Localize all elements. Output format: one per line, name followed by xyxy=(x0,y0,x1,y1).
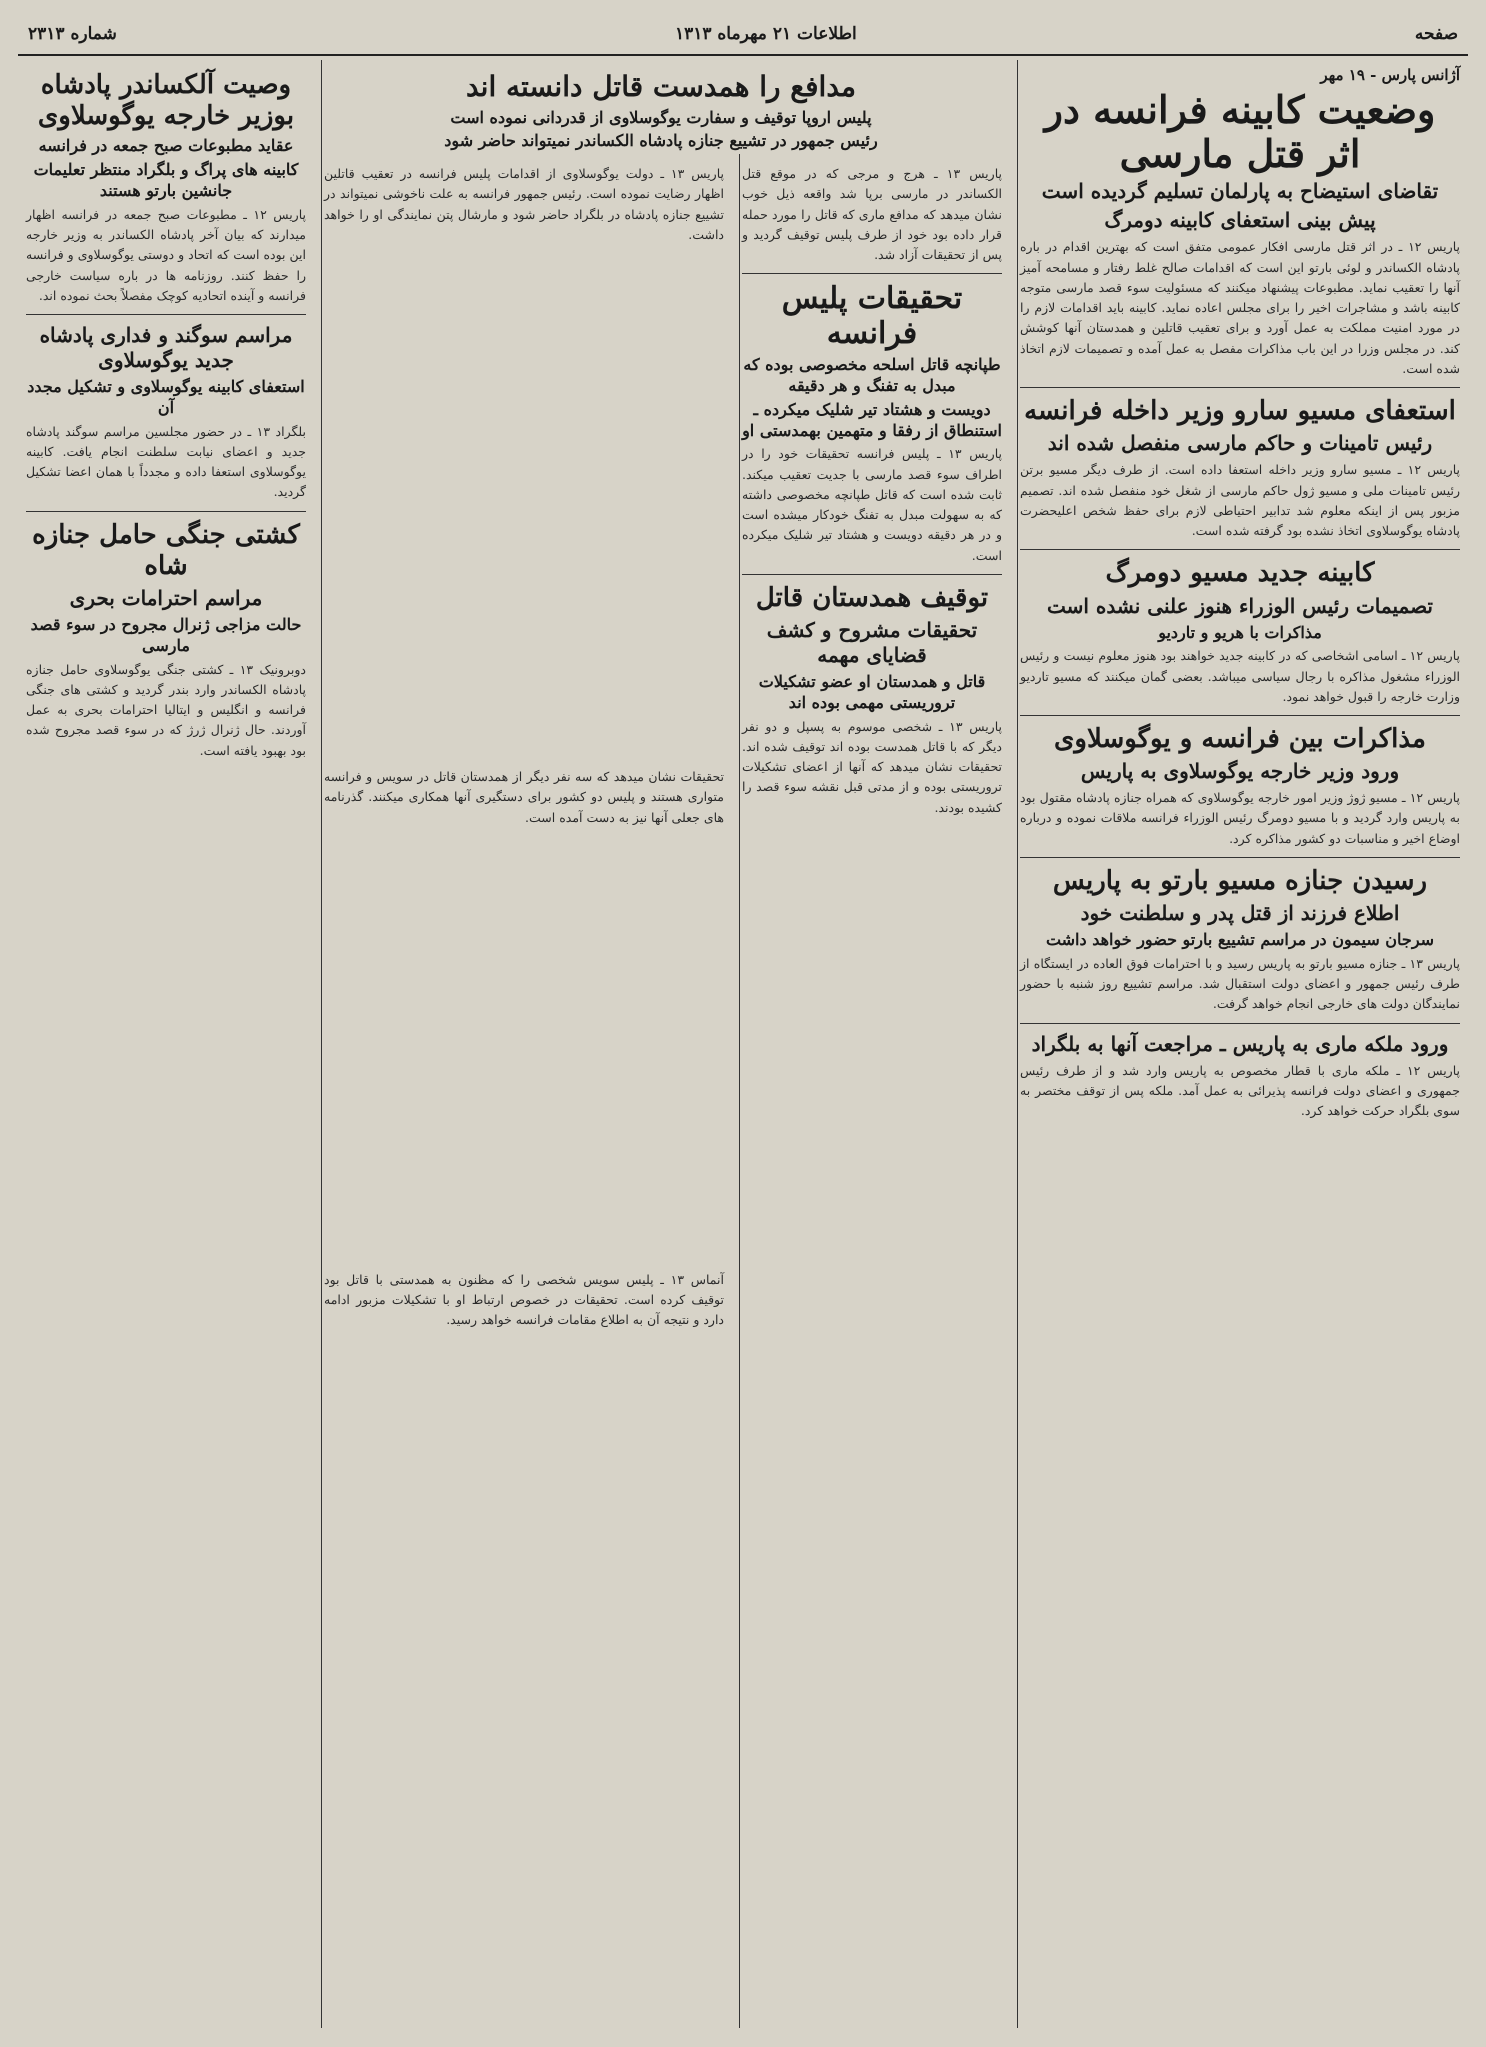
article-subhead: ورود وزیر خارجه یوگوسلاوی به پاریس xyxy=(1080,759,1400,784)
article-body: پاریس ۱۲ ـ مسیو سارو وزیر داخله استعفا داده است. از طرف دیگر مسیو برتن رئیس تامینات ملی و مسیو ژول حاکم مارسی از شغل خود منفصل شده اند. تصمیم مزبور پس از اینکه معلوم شد تدابیر احتیاطی لازم برای حفظ شخص اعلیحضرت پادشاه یوگوسلاوی اتخاذ نشده بود گرفته شده است. xyxy=(1020,462,1461,539)
article-headline-oath: مراسم سوگند و فداری پادشاه جدید یوگوسلاوی xyxy=(39,323,293,373)
article-subhead: تحقیقات مشروح و کشف قضایای مهمه xyxy=(766,618,978,668)
divider xyxy=(1020,857,1460,858)
article-subhead: پیش بینی استعفای کابینه دومرگ xyxy=(1104,208,1376,233)
article-body: پاریس ۱۳ ـ هرج و مرجی که در موقع قتل الکساندر در مارسی برپا شد واقعه ذیل خوب نشان میدهد که مدافع ماری که قاتل را مورد حمله قرار داده بود خود از طرف پلیس توقیف گردید و پس از تحقیقات آزاد شد. xyxy=(742,166,1002,262)
article-body: تحقیقات نشان میدهد که سه نفر دیگر از همدستان قاتل در سویس و فرانسه متواری هستند و پلیس دو کشور برای دستگیری آنها همکاری میکنند. گذرنامه های جعلی آنها نیز به دست آمده است. xyxy=(324,769,724,825)
article-subhead: دویست و هشتاد تیر شلیک میکرده ـ استنطاق از رفقا و متهمین بهمدستی او xyxy=(742,399,1002,440)
article-body: پاریس ۱۲ ـ اسامی اشخاصی که در کابینه جدید خواهند بود هنوز معلوم نیست و رئیس الوزراء مشغول مذاکره با رجال سیاسی میباشد. بعضی گمان میکنند که مسیو تاردیو وزارت خارجه را قبول خواهد نمود. xyxy=(1020,648,1460,704)
issue-number: شماره ۲۳۱۳ xyxy=(28,24,117,44)
article-body: پاریس ۱۲ ـ مسیو ژوژ وزیر امور خارجه یوگوسلاوی که همراه جنازه پادشاه مقتول بود به پاریس وارد گردید و با مسیو دومرگ رئیس الوزراء فرانسه ملاقات نموده و درباره اوضاع اخیر و مناسبات دو کشور مذاکره کرد. xyxy=(1020,790,1461,846)
article-subhead: قاتل و همدستان او عضو تشکیلات تروریستی مهمی بوده اند xyxy=(758,672,986,712)
divider xyxy=(742,574,1002,575)
masthead xyxy=(18,14,1468,56)
article-subhead: مراسم احترامات بحری xyxy=(69,585,263,610)
article-subhead: استعفای کابینه یوگوسلاوی و تشکیل مجدد آن xyxy=(27,377,305,417)
article-body: دوبرونیک ۱۳ ـ کشتی جنگی یوگوسلاوی حامل جنازه پادشاه الکساندر وارد بندر گردید و کشتی های جنگی فرانسه و انگلیس و ایتالیا احترامات بحری به عمل آوردند. حال ژنرال ژرژ که در سوء قصد مجروح شده بود بهبود یافته است. xyxy=(26,661,306,758)
article-body: پاریس ۱۳ ـ جنازه مسیو بارتو به پاریس رسید و با احترامات فوق العاده در ایستگاه از طرف رئیس جمهور و اعضای دولت استقبال شد. مراسم تشییع روز شنبه با حضور نمایندگان دولت های خارجی انجام خواهد گرفت. xyxy=(1020,955,1460,1012)
article-headline-sarraut: استعفای مسیو سارو وزیر داخله فرانسه xyxy=(1024,396,1456,427)
issue-date: اطلاعات ۲۱ مهرماه ۱۳۱۳ xyxy=(674,24,857,44)
article-body: پاریس ۱۲ ـ ملکه ماری با قطار مخصوص به پاریس وارد شد و از طرف رئیس جمهوری و اعضای دولت فرانسه پذیرائی به عمل آمد. ملکه پس از توقف مختصر به سوی بلگراد حرکت خواهد کرد. xyxy=(1020,1062,1460,1119)
article-body: پاریس ۱۲ ـ مطبوعات صبح جمعه در فرانسه اظهار میدارند که بیان آخر پادشاه الکساندر به وزیر خارجه این بوده است که اتحاد و دوستی یوگوسلاوی و فرانسه را حفظ کنند. روزنامه ها در باره سیاست خارجی فرانسه و آینده اتحادیه کوچک مفصلاً بحث نموده اند. xyxy=(26,206,307,303)
article-subhead: تصمیمات رئیس الوزراء هنوز علنی نشده است xyxy=(1047,593,1433,618)
column-4 xyxy=(18,64,314,2028)
newspaper-page xyxy=(18,14,1468,2034)
divider xyxy=(1020,715,1460,716)
article-body: آنماس ۱۳ ـ پلیس سویس شخصی را که مظنون به همدستی با قاتل بود توقیف کرده است. تحقیقات در خصوص ارتباط او با تشکیلات مزبور ادامه دارد و نتیجه آن به اطلاع مقامات فرانسه خواهد رسید. xyxy=(324,1271,724,1328)
article-subhead: پلیس اروپا توقیف و سفارت یوگوسلاوی از قدردانی نموده است xyxy=(450,107,872,127)
article-subhead: کابینه های پراگ و بلگراد منتظر تعلیمات جانشین بارتو هستند xyxy=(33,160,299,200)
article-subhead: حالت مزاجی ژنرال مجروح در سوء قصد مارسی xyxy=(30,614,302,655)
article-body: پاریس ۱۲ ـ در اثر قتل مارسی افکار عمومی متفق است که بهترین اقدام در باره پادشاه الکساندر و لوئی بارتو این است که اقدامات صالح غلط رفتار و مسامحه آمیز آنها را تعقیب نماید. مطبوعات پیشنهاد میکنند که مسئولیت سوء قصد مارسی متوجه کابینه باشد و مشاجرات اخیر را برای مجلس اعاده نماید. کابینه باید اقدامات لازم را در مورد امنیت مملکت به عمل آورد و برای تعقیب قاتلین و همدستان آنها کوشش کند. در مجلس وزرا در این باب مذاکرات مفصل به عمل آمده و تصمیمات لازم اتخاذ شده است. xyxy=(1020,239,1460,376)
article-body: بلگراد ۱۳ ـ در حضور مجلسین مراسم سوگند پادشاه جدید و اعضای نیابت سلطنت انجام یافت. کابینه یوگوسلاوی استعفا داده و مجدداً با همان اعضا تشکیل گردید. xyxy=(26,423,306,500)
article-body: پاریس ۱۳ ـ پلیس فرانسه تحقیقات خود را در اطراف سوء قصد مارسی با جدیت تعقیب میکند. ثابت شده است که قاتل طپانچه مخصوصی داشته که به سهولت مبدل به تفنگ خودکار میشده است و در هر دقیقه دویست و هشتاد تیر شلیک میکرده است. xyxy=(742,446,1002,563)
article-subhead: تقاضای استیضاح به پارلمان تسلیم گردیده است xyxy=(1041,179,1439,204)
article-subhead: سرجان سیمون در مراسم تشییع بارتو حضور خواهد داشت xyxy=(1045,930,1435,950)
spanning-article-header xyxy=(330,64,992,155)
article-subhead: مذاکرات با هریو و تاردیو xyxy=(1158,622,1322,642)
article-headline-accomplices: توقیف همدستان قاتل xyxy=(755,582,989,613)
spacer xyxy=(324,247,724,767)
divider xyxy=(26,511,306,512)
article-headline-doumergue: کابینه جدید مسیو دومرگ xyxy=(1105,558,1375,589)
spacer xyxy=(324,830,724,1270)
article-body: پاریس ۱۳ ـ دولت یوگوسلاوی از اقدامات پلیس فرانسه در تعقیب قاتلین اظهار رضایت نموده است. رئیس جمهور فرانسه به علت ناخوشی نمیتواند در تشییع جنازه پادشاه در بلگراد حاضر شود و مارشال پتن نمایندگی او را خواهد داشت. xyxy=(324,166,724,242)
article-headline-warship: کشتی جنگی حامل جنازه شاه xyxy=(32,519,300,581)
article-headline-police-inquiry: تحقیقات پلیس فرانسه xyxy=(781,281,963,351)
divider xyxy=(742,273,1002,274)
divider xyxy=(26,314,306,315)
article-body: پاریس ۱۳ ـ شخصی موسوم به پسپل و دو نفر دیگر که با قاتل همدست بوده اند توقیف شده اند. تحقیقات نشان میدهد که آنها از اعضای تشکیلات تروریستی بوده و از مدتی قبل نقشه سوء قصد را کشیده بودند. xyxy=(742,718,1002,815)
article-headline-barthou-funeral: رسیدن جنازه مسیو بارتو به پاریس xyxy=(1052,865,1428,896)
article-subhead: رئیس تامینات و حاکم مارسی منفصل شده اند xyxy=(1047,431,1433,456)
article-headline-queen-marie: ورود ملکه ماری به پاریس ـ مراجعت آنها به بلگراد xyxy=(1031,1031,1449,1056)
column-2 xyxy=(734,164,1010,2028)
article-headline-alexander-will: وصیت آلکساندر پادشاه بوزیر خارجه یوگوسلاوی xyxy=(37,70,295,132)
article-headline-defender: مدافع را همدست قاتل دانسته اند xyxy=(465,70,857,103)
article-subhead: رئیس جمهور در تشییع جنازه پادشاه الکساندر نمیتواند حاضر شود xyxy=(444,131,878,151)
divider xyxy=(1020,549,1460,550)
article-headline-negotiations: مذاکرات بین فرانسه و یوگوسلاوی xyxy=(1054,724,1426,755)
article-subhead: عقاید مطبوعات صبح جمعه در فرانسه xyxy=(38,136,294,156)
divider xyxy=(1020,387,1460,388)
article-subhead: طپانچه قاتل اسلحه مخصوصی بوده که مبدل به تفنگ و هر دقیقه xyxy=(743,355,1001,396)
column-3 xyxy=(316,164,732,2028)
agency-kicker: آژانس پارس - ۱۹ مهر xyxy=(1320,66,1460,84)
article-subhead: اطلاع فرزند از قتل پدر و سلطنت خود xyxy=(1080,901,1400,926)
divider xyxy=(1020,1023,1460,1024)
page-label: صفحه xyxy=(1414,24,1458,44)
column-1 xyxy=(1012,64,1468,2028)
article-headline-france-cabinet: وضعیت کابینه فرانسه در اثر قتل مارسی xyxy=(1044,87,1436,176)
